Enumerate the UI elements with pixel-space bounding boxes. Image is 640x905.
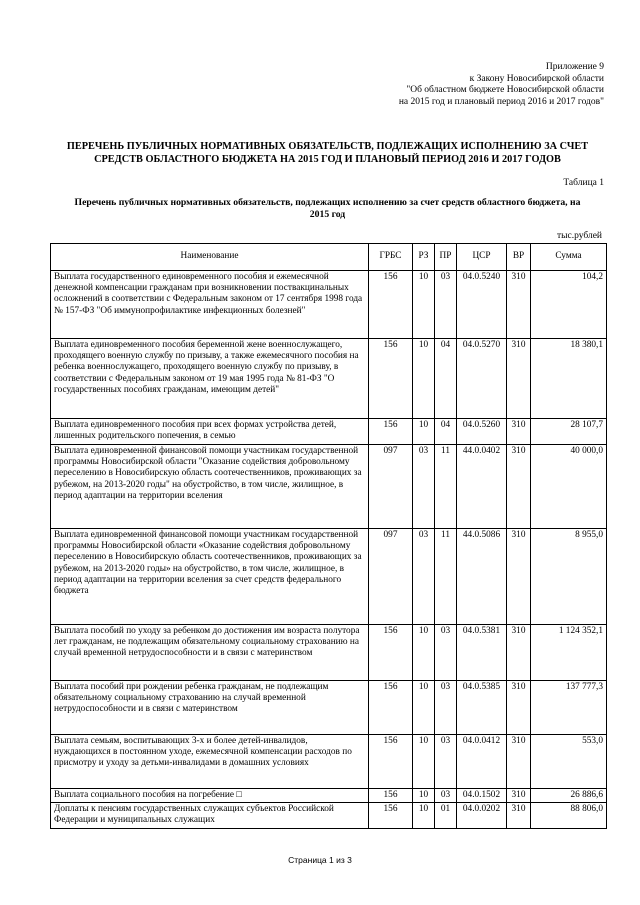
cell-name: Доплаты к пенсиям государственных служащих субъектов Российской Федерации и муниципальных служащих (51, 803, 369, 829)
title-line: ПЕРЕЧЕНЬ ПУБЛИЧНЫХ НОРМАТИВНЫХ ОБЯЗАТЕЛЬСТВ, ПОДЛЕЖАЩИХ ИСПОЛНЕНИЮ ЗА СЧЕТ (66, 141, 589, 152)
cell-csr: 04.0.5240 (457, 271, 507, 339)
cell-vr: 310 (507, 789, 531, 803)
cell-csr: 04.0.1502 (457, 789, 507, 803)
cell-pr: 03 (435, 625, 457, 681)
appendix-line: на 2015 год и плановый период 2016 и 2017 годов" (398, 96, 604, 107)
table-header-row (51, 244, 607, 271)
cell-name: Выплата единовременной финансовой помощи участникам государственной программы Новосибирской области «Оказание содействия добровольному переселению в Новосибирскую область соотечественников, проживающих за рубежом, на 2013-2020 годы» на обустройство, в том числе, жилищное, в период адаптации на территории вселения за счет средств федерального бюджета (51, 529, 369, 625)
cell-sum: 18 380,1 (531, 339, 607, 419)
header-csr: ЦСР (457, 244, 507, 271)
header-name: Наименование (51, 244, 369, 271)
table-row (51, 339, 607, 419)
cell-csr: 04.0.5260 (457, 419, 507, 445)
table-row (51, 529, 607, 625)
cell-rz: 03 (413, 445, 435, 529)
table-number: Таблица 1 (563, 178, 604, 188)
cell-grbs: 156 (369, 681, 413, 735)
cell-pr: 01 (435, 803, 457, 829)
table-row (51, 271, 607, 339)
cell-csr: 04.0.5381 (457, 625, 507, 681)
cell-csr: 04.0.0202 (457, 803, 507, 829)
cell-grbs: 156 (369, 735, 413, 789)
cell-sum: 26 886,6 (531, 789, 607, 803)
cell-grbs: 156 (369, 271, 413, 339)
cell-name: Выплата единовременного пособия при всех формах устройства детей, лишенных родительского попечения, в семью (51, 419, 369, 445)
appendix-line: Приложение 9 (545, 62, 604, 72)
cell-sum: 1 124 352,1 (531, 625, 607, 681)
table-row (51, 735, 607, 789)
cell-pr: 03 (435, 789, 457, 803)
title-line: СРЕДСТВ ОБЛАСТНОГО БЮДЖЕТА НА 2015 ГОД И ПЛАНОВЫЙ ПЕРИОД 2016 И 2017 ГОДОВ (94, 154, 561, 165)
cell-csr: 04.0.5270 (457, 339, 507, 419)
cell-name: Выплата социального пособия на погребение □ (51, 789, 369, 803)
cell-grbs: 156 (369, 419, 413, 445)
page-footer: Страница 1 из 3 (288, 855, 352, 865)
cell-rz: 03 (413, 529, 435, 625)
cell-vr: 310 (507, 735, 531, 789)
cell-grbs: 097 (369, 445, 413, 529)
units-label: тыс.рублей (556, 231, 602, 241)
cell-csr: 04.0.5385 (457, 681, 507, 735)
cell-grbs: 156 (369, 625, 413, 681)
cell-vr: 310 (507, 445, 531, 529)
cell-vr: 310 (507, 339, 531, 419)
cell-sum: 8 955,0 (531, 529, 607, 625)
cell-sum: 137 777,3 (531, 681, 607, 735)
cell-rz: 10 (413, 271, 435, 339)
cell-grbs: 156 (369, 789, 413, 803)
cell-rz: 10 (413, 681, 435, 735)
table-row (51, 625, 607, 681)
table-row (51, 419, 607, 445)
cell-vr: 310 (507, 803, 531, 829)
cell-rz: 10 (413, 803, 435, 829)
cell-grbs: 156 (369, 803, 413, 829)
cell-rz: 10 (413, 789, 435, 803)
table-row (51, 803, 607, 829)
cell-vr: 310 (507, 419, 531, 445)
cell-rz: 10 (413, 735, 435, 789)
cell-sum: 28 107,7 (531, 419, 607, 445)
cell-vr: 310 (507, 625, 531, 681)
appendix-line: к Закону Новосибирской области (469, 73, 604, 84)
cell-csr: 04.0.0412 (457, 735, 507, 789)
table-row (51, 681, 607, 735)
cell-vr: 310 (507, 681, 531, 735)
cell-rz: 10 (413, 625, 435, 681)
cell-sum: 104,2 (531, 271, 607, 339)
header-sum: Сумма (531, 244, 607, 271)
cell-grbs: 156 (369, 339, 413, 419)
cell-sum: 40 000,0 (531, 445, 607, 529)
cell-sum: 88 806,0 (531, 803, 607, 829)
cell-pr: 04 (435, 339, 457, 419)
cell-pr: 03 (435, 735, 457, 789)
cell-rz: 10 (413, 339, 435, 419)
appendix-line: "Об областном бюджете Новосибирской области (406, 85, 604, 95)
cell-pr: 03 (435, 681, 457, 735)
cell-name: Выплата пособий при рождении ребенка гражданам, не подлежащим обязательному социальному страхованию на случай временной нетрудоспособности и в связи с материнством (51, 681, 369, 735)
header-grbs: ГРБС (369, 244, 413, 271)
cell-vr: 310 (507, 271, 531, 339)
appendix-reference (399, 62, 604, 108)
cell-name: Выплата семьям, воспитывающих 3-х и более детей-инвалидов, нуждающихся в постоянном уходе, ежемесячной компенсации расходов по присмотру и уходу за детьми-инвалидами в домашних условиях (51, 735, 369, 789)
cell-csr: 44.0.0402 (457, 445, 507, 529)
cell-rz: 10 (413, 419, 435, 445)
subtitle-line: Перечень публичных нормативных обязательств, подлежащих исполнению за счет средств областного бюджета, на (74, 197, 581, 208)
cell-csr: 44.0.5086 (457, 529, 507, 625)
cell-name: Выплата государственного единовременного пособия и ежемесячной денежной компенсации гражданам при возникновении поствакцинальных осложнений в соответствии с Федеральным законом от 17 сентября 1998 года № 157-ФЗ "Об иммунопрофилактике инфекционных болезней" (51, 271, 369, 339)
cell-vr: 310 (507, 529, 531, 625)
cell-pr: 11 (435, 529, 457, 625)
cell-name: Выплата единовременного пособия беременной жене военнослужащего, проходящего военную службу по призыву, а также ежемесячного пособия на ребенка военнослужащего, проходящего военную службу по призыву, в соответствии с Федеральным законом от 19 мая 1995 года № 81-ФЗ "О государственных пособиях гражданам, имеющим детей" (51, 339, 369, 419)
table-subtitle (50, 197, 605, 221)
document-title (50, 140, 605, 166)
obligations-table (50, 243, 607, 829)
cell-pr: 04 (435, 419, 457, 445)
table-row (51, 445, 607, 529)
subtitle-line: 2015 год (309, 209, 346, 220)
cell-pr: 03 (435, 271, 457, 339)
table-row (51, 789, 607, 803)
cell-name: Выплата единовременной финансовой помощи участникам государственной программы Новосибирской области "Оказание содействия добровольному переселению в Новосибирскую область соотечественников, проживающих за рубежом, на 2013-2020 годы" на обустройство, в том числе, жилищное, в период адаптации на территории вселения (51, 445, 369, 529)
cell-sum: 553,0 (531, 735, 607, 789)
header-rz: РЗ (413, 244, 435, 271)
header-vr: ВР (507, 244, 531, 271)
header-pr: ПР (435, 244, 457, 271)
cell-name: Выплата пособий по уходу за ребенком до достижения им возраста полутора лет гражданам, не подлежащим обязательному социальному страхованию на случай временной нетрудоспособности и в связи с материнством (51, 625, 369, 681)
cell-pr: 11 (435, 445, 457, 529)
cell-grbs: 097 (369, 529, 413, 625)
